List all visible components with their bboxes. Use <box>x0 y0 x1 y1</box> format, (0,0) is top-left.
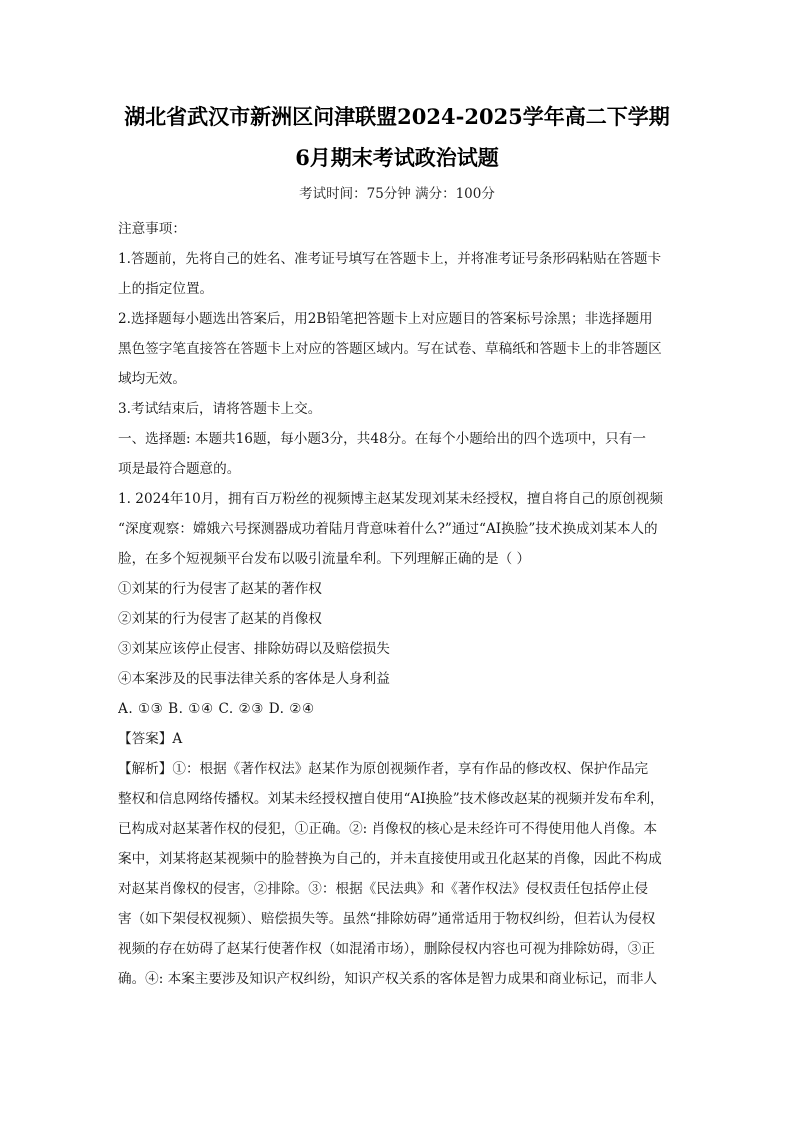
analysis-line-1: 【解析】①：根据《著作权法》赵某作为原创视频作者，享有作品的修改权、保护作品完 <box>118 761 649 777</box>
question-1-stem-line-3: 脸，在多个短视频平台发布以吸引流量牟利。下列理解正确的是（ ） <box>118 551 531 567</box>
analysis-line-3: 已构成对赵某著作权的侵犯，①正确。②: 肖像权的核心是未经许可不得使用他人肖像。本 <box>118 821 658 837</box>
exam-info: 考试时间：75分钟 满分：100分 <box>299 186 495 202</box>
question-1-stem-line-1: 1. 2024年10月，拥有百万粉丝的视频博主赵某发现刘某未经授权，擅自将自己的原创视频 <box>118 491 663 507</box>
notice-item-1-line-2: 上的指定位置。 <box>118 281 214 297</box>
document-title-line-1: 湖北省武汉市新洲区问津联盟2024-2025学年高二下学期 <box>124 104 670 129</box>
analysis-line-8: 确。④: 本案主要涉及知识产权纠纷，知识产权关系的客体是智力成果和商业标记，而非人 <box>118 971 658 987</box>
answer-line: 【答案】A <box>118 731 183 747</box>
notice-item-2-line-3: 域均无效。 <box>118 371 186 387</box>
question-1-statement-3: ③刘某应该停止侵害、排除妨碍以及赔偿损失 <box>118 641 390 657</box>
analysis-line-2: 整权和信息网络传播权。刘某未经授权擅自使用“AI换脸”技术修改赵某的视频并发布牟利， <box>118 791 664 807</box>
analysis-line-4: 案中，刘某将赵某视频中的脸替换为自己的，并未直接使用或丑化赵某的肖像，因此不构成 <box>118 851 662 867</box>
question-1-stem-line-2: “深度观察：嫦娥六号探测器成功着陆月背意味着什么?”通过“AI换脸”技术换成刘某本人的 <box>118 521 658 537</box>
notice-item-2-line-1: 2.选择题每小题选出答案后，用2B铅笔把答题卡上对应题目的答案标号涂黑；非选择题用 <box>118 311 653 327</box>
document-body <box>118 214 680 994</box>
question-1-statement-2: ②刘某的行为侵害了赵某的肖像权 <box>118 611 322 627</box>
document-title-line-2: 6月期末考试政治试题 <box>295 145 499 170</box>
section-1-heading-line-2: 项是最符合题意的。 <box>118 461 241 477</box>
question-1-statement-4: ④本案涉及的民事法律关系的客体是人身利益 <box>118 671 390 687</box>
analysis-line-7: 视频的存在妨碍了赵某行使著作权（如混淆市场），删除侵权内容也可视为排除妨碍，③正 <box>118 941 655 957</box>
analysis-line-6: 害（如下架侵权视频）、赔偿损失等。虽然“排除妨碍”通常适用于物权纠纷，但若认为侵权 <box>118 911 656 927</box>
analysis-line-5: 对赵某肖像权的侵害，②排除。③：根据《民法典》和《著作权法》侵权责任包括停止侵 <box>118 881 649 897</box>
question-1-statement-1: ①刘某的行为侵害了赵某的著作权 <box>118 581 322 597</box>
notice-item-2-line-2: 黑色签字笔直接答在答题卡上对应的答题区域内。写在试卷、草稿纸和答题卡上的非答题区 <box>118 341 662 357</box>
question-1-options: A. ①③ B. ①④ C. ②③ D. ②④ <box>118 701 315 717</box>
section-1-heading-line-1: 一、选择题: 本题共16题，每小题3分，共48分。在每个小题给出的四个选项中，只有一 <box>118 431 646 447</box>
notice-item-3: 3.考试结束后，请将答题卡上交。 <box>118 401 322 417</box>
notice-heading: 注意事项： <box>118 221 186 237</box>
notice-item-1-line-1: 1.答题前，先将自己的姓名、准考证号填写在答题卡上，并将准考证号条形码粘贴在答题卡 <box>118 251 662 267</box>
